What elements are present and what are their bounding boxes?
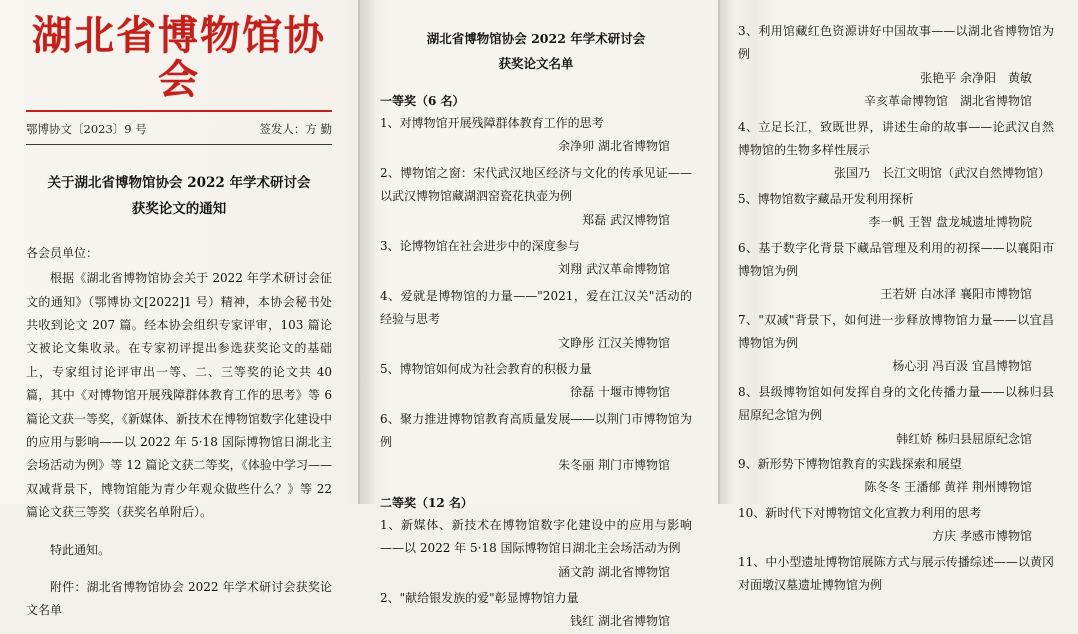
list-title-line2: 获奖论文名单 [498, 56, 574, 71]
item-author: 陈冬冬 王潘郁 黄祥 荆州博物馆 [864, 480, 1032, 495]
item-text: 聚力推进博物馆教育高质量发展——以荆门市博物馆为例 [380, 411, 692, 450]
item-number: 5、 [380, 361, 400, 376]
list-item [380, 112, 692, 135]
item-text: 基于数字化背景下藏品管理及利用的初探——以襄阳市博物馆为例 [738, 240, 1054, 278]
item-author: 杨心羽 冯百汲 宜昌博物馆 [892, 359, 1032, 374]
item-author: 方庆 孝感市博物馆 [932, 529, 1032, 544]
letterhead-rule [26, 110, 332, 112]
item-number: 4、 [738, 119, 759, 134]
item-text: 博物馆数字藏品开发利用探析 [757, 191, 914, 206]
item-text: 博物馆如何成为社会教育的积极力量 [399, 361, 592, 376]
item-number: 3、 [380, 238, 400, 253]
item-text: 利用馆藏红色资源讲好中国故事——以湖北省博物馆为例 [738, 24, 1054, 62]
item-text: 中小型遗址博物馆展陈方式与展示传播综述——以黄冈对面墩汉墓遗址博物馆为例 [738, 554, 1054, 592]
attachment-line: 附件：湖北省博物馆协会 2022 年学术研讨会获奖论文名单 [26, 579, 332, 618]
list-item [380, 408, 692, 455]
item-number: 7、 [738, 312, 759, 327]
list-item [380, 514, 692, 561]
item-text: 立足长江，致既世界，讲述生命的故事——论武汉自然博物馆的生物多样性展示 [738, 119, 1054, 157]
item-number: 3、 [738, 24, 759, 38]
award-list-column-left [358, 0, 718, 629]
item-text: 爱就是博物馆的力量——"2021，爱在江汉关"活动的经验与思考 [380, 288, 692, 327]
body-paragraph: 根据《湖北省博物馆协会关于 2022 年学术研讨会征文的通知》（鄂博协文[2022]1 号）精神，本协会秘书处共收到论文 207 篇。经本协会组织专家评审，103 篇论文被论文集收录。在专家初评提出参选获奖论文的基础上，专家组讨论评审出一等、二、三等奖的论文共 40 篇，其中《对博物馆开展残障群体教育工作的思考》等 6 篇论文获一等奖，《新媒体、新技术在博物馆数字化建设中的应用与影响——以 2022 年 5·18 国际博物馆日湖北主会场活动为例》等 12 篇论文获二等奖，《体验中学习——双减背景下，博物馆能为青少年观众做些什么？》等 22 篇论文获三等奖（获奖名单附后）。 [26, 271, 333, 520]
item-author: 涵文韵 湖北省博物馆 [558, 564, 670, 579]
item-author: 王若妍 白冰泽 襄阳市博物馆 [880, 287, 1032, 302]
list-item [738, 237, 1054, 284]
page-title-line1: 关于湖北省博物馆协会 2022 年学术研讨会 [47, 175, 311, 191]
list-item [380, 587, 692, 610]
item-author: 余净卯 湖北省博物馆 [558, 139, 670, 154]
spacer-1 [26, 525, 332, 533]
item-author: 朱冬丽 荆门市博物馆 [558, 458, 670, 473]
meta-rule [26, 144, 332, 145]
doc-number: 鄂博协文〔2023〕9 号 [26, 122, 147, 136]
list-title-line1: 湖北省博物馆协会 2022 年学术研讨会 [426, 31, 646, 46]
item-text: 新时代下对博物馆文化宣教力利用的思考 [765, 505, 982, 520]
list-item [380, 358, 692, 381]
list-item [738, 309, 1054, 356]
item-author: 郑磊 武汉博物馆 [582, 212, 670, 227]
item-number: 4、 [380, 288, 401, 303]
page-title [26, 171, 332, 222]
item-text: 论博物馆在社会进步中的深度参与 [399, 238, 580, 253]
closing-line: 特此通知。 [50, 542, 111, 557]
item-author: 韩红娇 秭归县屈原纪念馆 [896, 431, 1032, 446]
issuer: 签发人：方 勤 [259, 122, 332, 136]
award-list-column-right [718, 0, 1078, 592]
item-number: 6、 [380, 411, 400, 426]
first-prize-items [380, 112, 692, 478]
item-text: 对博物馆开展残障群体教育工作的思考 [399, 116, 604, 130]
addressee: 各会员单位： [26, 246, 99, 261]
list-title [380, 26, 692, 76]
item-number: 11、 [738, 554, 766, 569]
item-author: 刘翔 武汉革命博物馆 [558, 262, 670, 277]
item-author: 张艳平 余净阳 黄敏 [920, 70, 1032, 85]
first-prize-heading: 一等奖（6 名） [380, 94, 465, 108]
page-title-line2: 获奖论文的通知 [131, 200, 227, 217]
list-item [738, 502, 1054, 525]
list-item [738, 381, 1054, 428]
notice-column [0, 0, 358, 618]
item-author-affiliation: 辛亥革命博物馆 湖北省博物馆 [863, 94, 1032, 109]
item-author: 钱红 湖北省博物馆 [570, 614, 670, 629]
item-text: 博物馆之窗：宋代武汉地区经济与文化的传承见证——以武汉博物馆藏湖泗窑瓷花执壶为例 [380, 165, 692, 204]
list-item [738, 188, 1054, 211]
spacer-2 [26, 562, 332, 570]
item-number: 1、 [380, 517, 401, 532]
item-author: 徐磊 十堰市博物馆 [570, 385, 670, 400]
list-item [738, 20, 1054, 67]
item-text: 新媒体、新技术在博物馆数字化建设中的应用与影响——以 2022 年 5·18 国际博物馆日湖北主会场活动为例 [380, 517, 692, 556]
item-text: "献给银发族的爱"彰显博物馆力量 [399, 591, 579, 606]
item-text: 县级博物馆如何发挥自身的文化传播力量——以秭归县屈原纪念馆为例 [738, 384, 1054, 423]
item-number: 6、 [738, 240, 759, 255]
list-item [380, 235, 692, 258]
item-number: 8、 [738, 384, 759, 399]
item-author: 李一帆 王智 盘龙城遗址博物院 [868, 215, 1032, 230]
list-item [738, 453, 1054, 476]
item-text: 新形势下博物馆教育的实践探索和展望 [757, 457, 962, 472]
list-item [738, 116, 1054, 163]
item-text: "双减"背景下，如何进一步释放博物馆力量——以宜昌博物馆为例 [738, 312, 1054, 351]
item-number: 2、 [380, 591, 400, 606]
item-number: 2、 [380, 165, 400, 180]
notice-meta [26, 121, 332, 137]
letterhead-title: 湖北省博物馆协会 [32, 12, 326, 103]
list-item [738, 551, 1054, 598]
item-author: 张国乃 长江文明馆（武汉自然博物馆） [833, 166, 1050, 181]
second-prize-items-left [380, 514, 692, 634]
item-number: 9、 [738, 457, 758, 472]
list-item [380, 162, 692, 209]
item-author: 文睁彤 江汉关博物馆 [558, 335, 670, 350]
second-prize-heading: 二等奖（12 名） [380, 495, 473, 510]
item-number: 5、 [738, 191, 758, 206]
item-number: 1、 [380, 116, 400, 130]
item-number: 10、 [738, 505, 766, 520]
list-item [380, 285, 692, 332]
